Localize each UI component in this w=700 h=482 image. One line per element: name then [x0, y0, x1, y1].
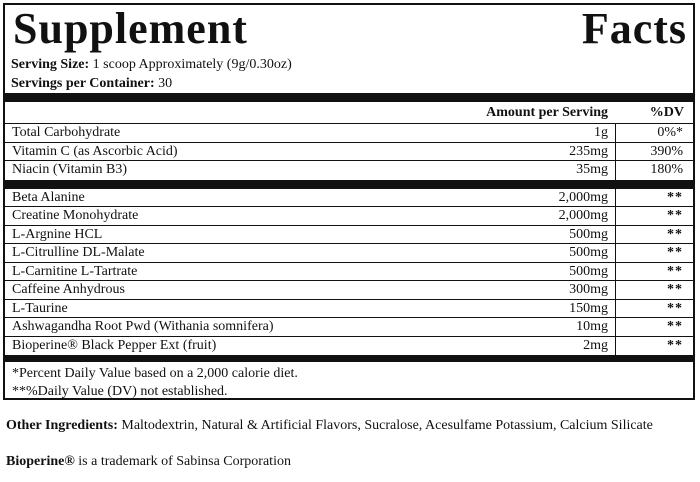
- nutrient-amount: 2,000mg: [558, 208, 608, 223]
- header-dv: %DV: [649, 105, 684, 120]
- serving-size: [5, 55, 693, 74]
- nutrient-name: L-Citrulline DL-Malate: [12, 245, 145, 260]
- serving-size-value: 1 scoop Approximately (9g/0.30oz): [89, 57, 292, 72]
- footnote-dv-not-established: **%Daily Value (DV) not established.: [12, 384, 228, 399]
- nutrient-dv: **: [667, 282, 683, 297]
- nutrient-amount: 300mg: [569, 282, 608, 297]
- thick-divider-middle: [5, 180, 693, 189]
- trademark-value: is a trademark of Sabinsa Corporation: [74, 454, 291, 469]
- nutrient-dv: **: [667, 263, 683, 279]
- nutrient-dv: **: [667, 300, 683, 316]
- column-divider: [615, 244, 616, 262]
- nutrient-row: [5, 161, 693, 180]
- nutrient-row: [5, 281, 693, 300]
- column-divider: [615, 189, 616, 207]
- nutrient-row: [5, 207, 693, 226]
- nutrient-name: L-Taurine: [12, 300, 68, 316]
- nutrient-row: [5, 318, 693, 337]
- nutrient-row: [5, 300, 693, 319]
- nutrient-amount: 2mg: [583, 337, 608, 353]
- nutrient-dv: **: [667, 208, 683, 223]
- nutrient-row: [5, 124, 693, 143]
- nutrient-row: [5, 244, 693, 263]
- column-divider: [615, 318, 616, 336]
- nutrient-row: [5, 337, 693, 356]
- servings-per-container: [5, 74, 693, 93]
- nutrient-row: [5, 226, 693, 245]
- nutrient-amount: 235mg: [569, 143, 608, 159]
- column-divider: [615, 161, 616, 180]
- nutrient-name: Beta Alanine: [12, 189, 85, 205]
- nutrient-name: Niacin (Vitamin B3): [12, 162, 128, 177]
- supplement-facts-panel: [3, 3, 695, 400]
- nutrient-name: Creatine Monohydrate: [12, 208, 139, 223]
- nutrient-row: [5, 143, 693, 162]
- nutrient-dv: **: [667, 189, 683, 205]
- nutrient-name: Ashwagandha Root Pwd (Withania somnifera): [12, 319, 274, 334]
- nutrient-row: [5, 189, 693, 208]
- thick-divider-top: [5, 93, 693, 102]
- footnotes: [5, 362, 693, 401]
- thick-divider-bottom: [5, 355, 693, 362]
- nutrient-name: Vitamin C (as Ascorbic Acid): [12, 143, 178, 159]
- column-divider: [615, 300, 616, 318]
- nutrient-amount: 500mg: [569, 245, 608, 260]
- serving-size-label: Serving Size:: [11, 57, 90, 72]
- nutrient-dv: 180%: [650, 162, 683, 177]
- header-amount: Amount per Serving: [486, 105, 608, 120]
- nutrient-dv: **: [667, 319, 683, 334]
- column-divider: [615, 124, 616, 142]
- column-divider: [615, 337, 616, 356]
- nutrient-amount: 500mg: [569, 226, 608, 242]
- nutrient-name: Bioperine® Black Pepper Ext (fruit): [12, 337, 217, 353]
- nutrient-amount: 2,000mg: [558, 189, 608, 205]
- nutrient-name: L-Carnitine L-Tartrate: [12, 263, 138, 279]
- nutrient-name: Total Carbohydrate: [12, 125, 121, 140]
- panel-title: Supplement Facts: [13, 4, 687, 53]
- nutrient-dv: 390%: [650, 143, 683, 159]
- nutrient-name: Caffeine Anhydrous: [12, 282, 125, 297]
- nutrient-dv: **: [667, 337, 683, 353]
- table-header: [5, 102, 693, 124]
- nutrient-row: [5, 263, 693, 282]
- column-divider: [615, 226, 616, 244]
- nutrient-dv: **: [667, 245, 683, 260]
- trademark-label: Bioperine®: [6, 454, 75, 469]
- nutrient-dv: 0%*: [657, 125, 683, 140]
- nutrient-amount: 35mg: [576, 162, 608, 177]
- nutrient-dv: **: [667, 226, 683, 242]
- nutrient-amount: 150mg: [569, 300, 608, 316]
- vitamins-section: [5, 124, 693, 180]
- other-ingredients: [6, 417, 653, 435]
- blend-section: [5, 189, 693, 356]
- other-ingredients-value: Maltodextrin, Natural & Artificial Flavors, Sucralose, Acesulfame Potassium, Calcium Silicate: [117, 418, 653, 433]
- trademark-note: [6, 453, 291, 471]
- nutrient-name: L-Argnine HCL: [12, 226, 103, 242]
- column-divider: [615, 207, 616, 225]
- nutrient-amount: 10mg: [576, 319, 608, 334]
- servings-per-container-value: 30: [154, 76, 173, 91]
- column-divider: [615, 263, 616, 281]
- servings-per-container-label: Servings per Container:: [11, 76, 155, 91]
- column-divider: [615, 143, 616, 161]
- nutrient-amount: 500mg: [569, 263, 608, 279]
- other-ingredients-label: Other Ingredients:: [6, 418, 118, 433]
- footnote-percent-dv: *Percent Daily Value based on a 2,000 calorie diet.: [12, 366, 298, 381]
- column-divider: [615, 281, 616, 299]
- nutrient-amount: 1g: [594, 125, 608, 140]
